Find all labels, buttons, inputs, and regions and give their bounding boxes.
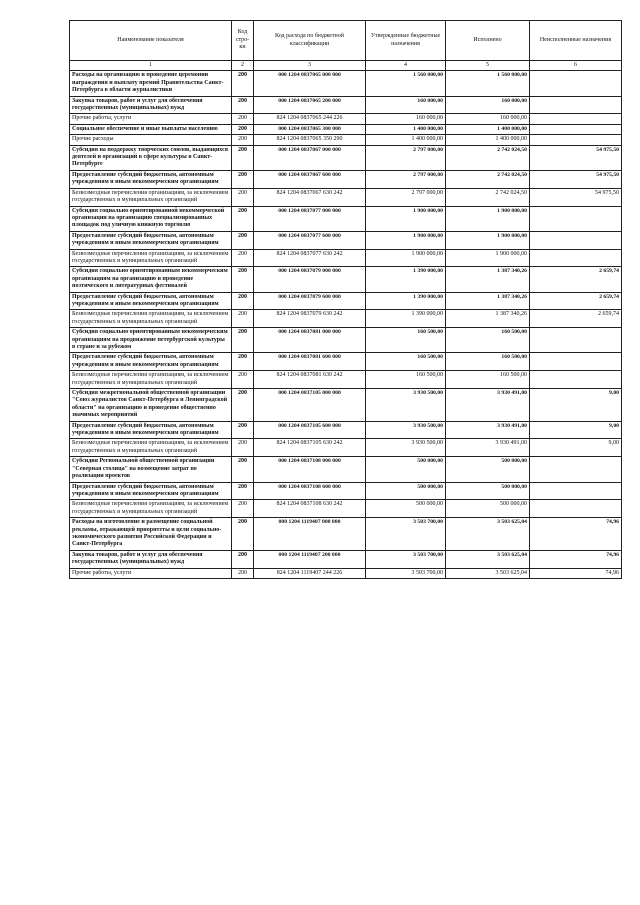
row-executed-cell: 160 500,00 xyxy=(446,328,530,353)
row-name-cell: Предоставление субсидий бюджетным, автономным учреждениям и иным некоммерческим организациям xyxy=(70,421,232,439)
table-row xyxy=(70,568,622,578)
row-executed-cell: 160 000,00 xyxy=(446,96,530,114)
table-row xyxy=(70,170,622,188)
row-code-cell: 200 xyxy=(232,145,254,170)
row-code-cell: 200 xyxy=(232,206,254,231)
row-approved-cell: 3 930 500,00 xyxy=(366,421,446,439)
row-budget-code-cell: 000 1204 0837105 600 000 xyxy=(254,421,366,439)
row-name-cell: Безвозмездные перечисления организациям, за исключением государственных и муниципальных организаций xyxy=(70,188,232,206)
table-row xyxy=(70,135,622,145)
row-budget-code-cell: 824 1204 1119407 244 226 xyxy=(254,568,366,578)
row-approved-cell: 3 503 700,00 xyxy=(366,568,446,578)
row-name-cell: Прочие расходы xyxy=(70,135,232,145)
row-name-cell: Субсидия социально ориентированным некоммерческим организациям на продвижение петербургской культуры в стране и за рубежом xyxy=(70,328,232,353)
row-executed-cell: 500 000,00 xyxy=(446,457,530,482)
row-executed-cell: 160 500,00 xyxy=(446,371,530,389)
row-unexecuted-cell xyxy=(530,353,622,371)
row-name-cell: Прочие работы, услуги xyxy=(70,114,232,124)
row-name-cell: Расходы на организацию и проведение церемонии награждения и выплату премий Правительства Санкт-Петербурга в области журналистики xyxy=(70,71,232,96)
row-budget-code-cell: 824 1204 0837105 630 242 xyxy=(254,439,366,457)
row-approved-cell: 3 930 500,00 xyxy=(366,389,446,422)
header-executed: Исполнено xyxy=(446,21,530,61)
row-name-cell: Субсидия социально ориентированной некоммерческой организации на организацию специализированных площадок под уличную книжную торговлю xyxy=(70,206,232,231)
row-executed-cell: 3 930 491,00 xyxy=(446,389,530,422)
row-name-cell: Предоставление субсидий бюджетным, автономным учреждениям и иным некоммерческим организациям xyxy=(70,353,232,371)
row-unexecuted-cell xyxy=(530,482,622,500)
row-executed-cell: 500 000,00 xyxy=(446,482,530,500)
table-row xyxy=(70,439,622,457)
row-approved-cell: 160 500,00 xyxy=(366,328,446,353)
column-number: 6 xyxy=(530,61,622,71)
row-code-cell: 200 xyxy=(232,267,254,292)
table-row xyxy=(70,310,622,328)
row-executed-cell: 3 503 625,04 xyxy=(446,568,530,578)
row-approved-cell: 160 500,00 xyxy=(366,353,446,371)
table-row xyxy=(70,353,622,371)
table-row xyxy=(70,249,622,267)
row-code-cell: 200 xyxy=(232,500,254,518)
row-approved-cell: 1 390 000,00 xyxy=(366,310,446,328)
table-row xyxy=(70,371,622,389)
table-row xyxy=(70,206,622,231)
row-unexecuted-cell: 54 975,50 xyxy=(530,145,622,170)
row-executed-cell: 1 400 000,00 xyxy=(446,135,530,145)
row-approved-cell: 1 900 000,00 xyxy=(366,231,446,249)
table-header-row xyxy=(70,21,622,61)
column-number: 4 xyxy=(366,61,446,71)
row-name-cell: Безвозмездные перечисления организациям, за исключением государственных и муниципальных организаций xyxy=(70,371,232,389)
row-unexecuted-cell: 9,00 xyxy=(530,439,622,457)
table-row xyxy=(70,500,622,518)
row-budget-code-cell: 824 1204 0837079 630 242 xyxy=(254,310,366,328)
row-executed-cell: 160 000,00 xyxy=(446,114,530,124)
row-executed-cell: 1 900 000,00 xyxy=(446,231,530,249)
row-unexecuted-cell: 74,96 xyxy=(530,568,622,578)
row-unexecuted-cell: 54 975,50 xyxy=(530,170,622,188)
row-budget-code-cell: 000 1204 0837065 200 000 xyxy=(254,96,366,114)
row-budget-code-cell: 000 1204 0837108 600 000 xyxy=(254,482,366,500)
table-row xyxy=(70,292,622,310)
column-number: 2 xyxy=(232,61,254,71)
row-executed-cell: 2 742 024,50 xyxy=(446,170,530,188)
row-budget-code-cell: 000 1204 0837077 000 000 xyxy=(254,206,366,231)
row-name-cell: Субсидия Региональной общественной организации "Северная столица" на возмещение затрат по реализации проектов xyxy=(70,457,232,482)
table-row xyxy=(70,389,622,422)
row-approved-cell: 1 560 000,00 xyxy=(366,71,446,96)
row-code-cell: 200 xyxy=(232,550,254,568)
row-code-cell: 200 xyxy=(232,439,254,457)
row-executed-cell: 1 900 000,00 xyxy=(446,206,530,231)
row-code-cell: 200 xyxy=(232,170,254,188)
column-number: 3 xyxy=(254,61,366,71)
row-name-cell: Предоставление субсидий бюджетным, автономным учреждениям и иным некоммерческим организациям xyxy=(70,292,232,310)
row-approved-cell: 2 797 000,00 xyxy=(366,145,446,170)
table-row xyxy=(70,114,622,124)
table-row xyxy=(70,145,622,170)
column-number: 1 xyxy=(70,61,232,71)
row-approved-cell: 160 000,00 xyxy=(366,96,446,114)
row-budget-code-cell: 824 1204 0837081 630 242 xyxy=(254,371,366,389)
row-approved-cell: 1 900 000,00 xyxy=(366,206,446,231)
row-approved-cell: 160 500,00 xyxy=(366,371,446,389)
row-code-cell: 200 xyxy=(232,421,254,439)
table-row xyxy=(70,188,622,206)
table-row xyxy=(70,550,622,568)
row-approved-cell: 500 000,00 xyxy=(366,482,446,500)
row-name-cell: Расходы на изготовление и размещение социальной рекламы, отражающей приоритеты и цели социально-экономического развития Российской Федерации и Санкт-Петербурга xyxy=(70,518,232,551)
row-code-cell: 200 xyxy=(232,568,254,578)
row-approved-cell: 500 000,00 xyxy=(366,457,446,482)
row-code-cell: 200 xyxy=(232,114,254,124)
row-code-cell: 200 xyxy=(232,371,254,389)
row-budget-code-cell: 824 1204 0837065 350 290 xyxy=(254,135,366,145)
row-name-cell: Безвозмездные перечисления организациям, за исключением государственных и муниципальных организаций xyxy=(70,310,232,328)
row-budget-code-cell: 000 1204 0837081 600 000 xyxy=(254,353,366,371)
row-executed-cell: 1 387 340,26 xyxy=(446,310,530,328)
row-executed-cell: 1 900 000,00 xyxy=(446,249,530,267)
row-approved-cell: 1 390 000,00 xyxy=(366,267,446,292)
row-budget-code-cell: 000 1204 0837105 000 000 xyxy=(254,389,366,422)
row-unexecuted-cell xyxy=(530,124,622,134)
row-code-cell: 200 xyxy=(232,71,254,96)
row-unexecuted-cell xyxy=(530,114,622,124)
row-executed-cell: 3 503 625,04 xyxy=(446,518,530,551)
table-row xyxy=(70,328,622,353)
row-unexecuted-cell xyxy=(530,231,622,249)
row-budget-code-cell: 000 1204 0837079 000 000 xyxy=(254,267,366,292)
table-row xyxy=(70,457,622,482)
row-approved-cell: 2 797 000,00 xyxy=(366,170,446,188)
row-unexecuted-cell xyxy=(530,96,622,114)
row-code-cell: 200 xyxy=(232,96,254,114)
row-executed-cell: 160 500,00 xyxy=(446,353,530,371)
row-code-cell: 200 xyxy=(232,328,254,353)
row-approved-cell: 1 900 000,00 xyxy=(366,249,446,267)
row-budget-code-cell: 824 1204 0837067 630 242 xyxy=(254,188,366,206)
row-budget-code-cell: 000 1204 0837081 000 000 xyxy=(254,328,366,353)
table-row xyxy=(70,96,622,114)
row-unexecuted-cell xyxy=(530,71,622,96)
row-budget-code-cell: 000 1204 0837077 600 000 xyxy=(254,231,366,249)
row-budget-code-cell: 000 1204 0837065 300 000 xyxy=(254,124,366,134)
row-code-cell: 200 xyxy=(232,518,254,551)
table-body xyxy=(70,71,622,579)
header-line-code: Код стро-ки xyxy=(232,21,254,61)
row-approved-cell: 160 000,00 xyxy=(366,114,446,124)
table-row xyxy=(70,71,622,96)
row-code-cell: 200 xyxy=(232,457,254,482)
row-code-cell: 200 xyxy=(232,124,254,134)
row-executed-cell: 500 000,00 xyxy=(446,500,530,518)
row-code-cell: 200 xyxy=(232,135,254,145)
row-executed-cell: 1 400 000,00 xyxy=(446,124,530,134)
row-name-cell: Безвозмездные перечисления организациям, за исключением государственных и муниципальных организаций xyxy=(70,439,232,457)
row-unexecuted-cell: 74,96 xyxy=(530,518,622,551)
row-unexecuted-cell: 2 659,74 xyxy=(530,292,622,310)
row-budget-code-cell: 824 1204 0837065 244 226 xyxy=(254,114,366,124)
row-budget-code-cell: 000 1204 1119407 200 000 xyxy=(254,550,366,568)
table-row xyxy=(70,231,622,249)
row-executed-cell: 3 503 625,04 xyxy=(446,550,530,568)
row-approved-cell: 1 400 000,00 xyxy=(366,135,446,145)
row-unexecuted-cell: 54 975,50 xyxy=(530,188,622,206)
row-code-cell: 200 xyxy=(232,292,254,310)
row-name-cell: Социальное обеспечение и иные выплаты населению xyxy=(70,124,232,134)
row-code-cell: 200 xyxy=(232,389,254,422)
row-executed-cell: 1 387 340,26 xyxy=(446,292,530,310)
row-name-cell: Предоставление субсидий бюджетным, автономным учреждениям и иным некоммерческим организациям xyxy=(70,482,232,500)
row-unexecuted-cell xyxy=(530,371,622,389)
row-approved-cell: 3 930 500,00 xyxy=(366,439,446,457)
row-unexecuted-cell: 74,96 xyxy=(530,550,622,568)
row-approved-cell: 3 503 700,00 xyxy=(366,518,446,551)
row-executed-cell: 2 742 024,50 xyxy=(446,188,530,206)
row-unexecuted-cell xyxy=(530,500,622,518)
table-row xyxy=(70,518,622,551)
row-code-cell: 200 xyxy=(232,353,254,371)
row-unexecuted-cell xyxy=(530,328,622,353)
row-budget-code-cell: 000 1204 0837079 600 000 xyxy=(254,292,366,310)
header-approved: Утвержденные бюджетные назначения xyxy=(366,21,446,61)
row-code-cell: 200 xyxy=(232,310,254,328)
row-name-cell: Субсидия социально ориентированным некоммерческим организациям на организацию и проведение поэтического и литературных фестивалей xyxy=(70,267,232,292)
row-code-cell: 200 xyxy=(232,482,254,500)
row-code-cell: 200 xyxy=(232,188,254,206)
row-executed-cell: 1 387 340,26 xyxy=(446,267,530,292)
table-row xyxy=(70,482,622,500)
row-budget-code-cell: 824 1204 0837108 630 242 xyxy=(254,500,366,518)
row-name-cell: Безвозмездные перечисления организациям, за исключением государственных и муниципальных организаций xyxy=(70,249,232,267)
row-approved-cell: 3 503 700,00 xyxy=(366,550,446,568)
row-unexecuted-cell: 2 659,74 xyxy=(530,267,622,292)
budget-execution-table xyxy=(69,20,622,579)
table-row xyxy=(70,124,622,134)
row-unexecuted-cell xyxy=(530,457,622,482)
row-unexecuted-cell: 2 659,74 xyxy=(530,310,622,328)
row-code-cell: 200 xyxy=(232,249,254,267)
row-unexecuted-cell: 9,00 xyxy=(530,389,622,422)
row-name-cell: Прочие работы, услуги xyxy=(70,568,232,578)
column-number: 5 xyxy=(446,61,530,71)
row-name-cell: Предоставление субсидий бюджетным, автономным учреждениям и иным некоммерческим организациям xyxy=(70,170,232,188)
row-approved-cell: 1 390 000,00 xyxy=(366,292,446,310)
row-budget-code-cell: 000 1204 0837067 000 000 xyxy=(254,145,366,170)
row-unexecuted-cell xyxy=(530,249,622,267)
row-code-cell: 200 xyxy=(232,231,254,249)
row-name-cell: Субсидия на поддержку творческих союзов, выдающихся деятелей и организаций в сфере культуры в Санкт-Петербурге xyxy=(70,145,232,170)
table-row xyxy=(70,267,622,292)
row-name-cell: Субсидия межрегиональной общественной организации "Союз журналистов Санкт-Петербурга и Ленинградской области" на организацию и проведение общественно значимых мероприятий xyxy=(70,389,232,422)
row-budget-code-cell: 000 1204 1119407 000 000 xyxy=(254,518,366,551)
row-executed-cell: 3 930 491,00 xyxy=(446,421,530,439)
row-executed-cell: 3 930 491,00 xyxy=(446,439,530,457)
header-unexecuted: Неисполненные назначения xyxy=(530,21,622,61)
row-approved-cell: 2 797 000,00 xyxy=(366,188,446,206)
row-budget-code-cell: 000 1204 0837108 000 000 xyxy=(254,457,366,482)
row-name-cell: Закупка товаров, работ и услуг для обеспечения государственных (муниципальных) нужд xyxy=(70,550,232,568)
row-name-cell: Предоставление субсидий бюджетным, автономным учреждениям и иным некоммерческим организациям xyxy=(70,231,232,249)
row-budget-code-cell: 000 1204 0837067 600 000 xyxy=(254,170,366,188)
row-unexecuted-cell xyxy=(530,206,622,231)
row-budget-code-cell: 824 1204 0837077 630 242 xyxy=(254,249,366,267)
column-number-row xyxy=(70,61,622,71)
row-executed-cell: 2 742 024,50 xyxy=(446,145,530,170)
row-approved-cell: 500 000,00 xyxy=(366,500,446,518)
row-name-cell: Безвозмездные перечисления организациям, за исключением государственных и муниципальных организаций xyxy=(70,500,232,518)
row-executed-cell: 1 560 000,00 xyxy=(446,71,530,96)
header-indicator-name: Наименование показателя xyxy=(70,21,232,61)
row-approved-cell: 1 400 000,00 xyxy=(366,124,446,134)
row-budget-code-cell: 000 1204 0837065 000 000 xyxy=(254,71,366,96)
header-budget-code: Код расхода по бюджетной классификации xyxy=(254,21,366,61)
row-name-cell: Закупка товаров, работ и услуг для обеспечения государственных (муниципальных) нужд xyxy=(70,96,232,114)
row-unexecuted-cell: 9,00 xyxy=(530,421,622,439)
row-unexecuted-cell xyxy=(530,135,622,145)
table-row xyxy=(70,421,622,439)
